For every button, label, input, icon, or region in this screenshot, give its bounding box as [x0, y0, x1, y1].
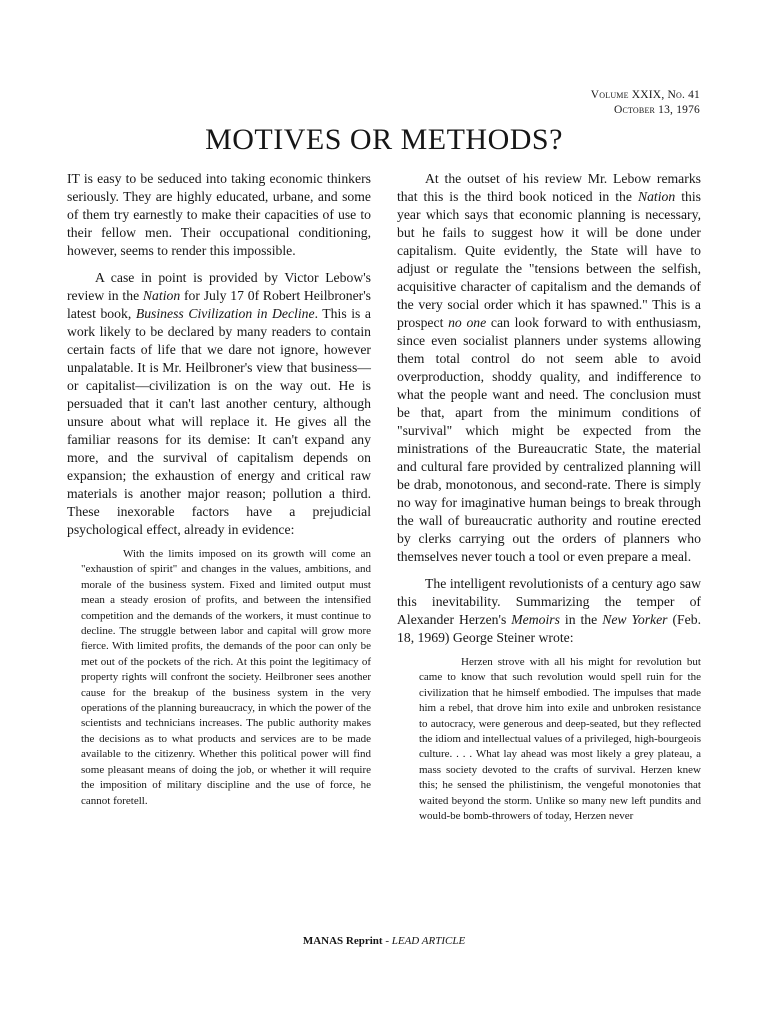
- book-title: Business Civilization in Decline: [135, 306, 315, 321]
- quote-text: Herzen strove with all his might for revolution but came to know that such revolution would spell ruin for the civilization that he himself embodied. The impulses that made him a rebel, that drove him into exile and unbroken resistance to autocracy, were generous and deep-seated, but they reflected the idiom and intellectual values of a privileged, high-bourgeois culture. . . . What lay ahead was most likely a grey plateau, a mass society devoted to the crafts of survival. Herzen knew this; he sensed the philistinism, the vengeful monotonies that waited beyond the storm. Unlike so many new left pundits and would-be bomb-throwers of today, Herzen never: [419, 656, 701, 823]
- text-run: can look forward to with enthusiasm, since even socialist planners under systems allowing them total control do not seem able to avoid overproduction, shoddy quality, and indifference to what the people want and need. The conclusion must be that, apart from the minimum conditions of "survival" which might be expected from the ministrations of the Bureaucratic State, the material and cultural fare provided by centralized planning will be drab, monotonous, and second-rate. There is simply no way for imaginative human beings to break through the wall of bureaucratic authority and routine erected by clerks carrying out the orders of planners who themselves never touch a tool or even prepare a meal.: [397, 315, 702, 564]
- text-run: for July 17 0f Robert Heilbroner's latest book,: [67, 288, 372, 321]
- page-footer: [0, 935, 768, 947]
- issue-date: October 13, 1976: [613, 104, 700, 116]
- footer-separator: -: [382, 935, 392, 947]
- right-column: [397, 170, 701, 824]
- publication-name: Nation: [637, 189, 676, 204]
- footer-brand: MANAS Reprint: [302, 935, 383, 947]
- article-title: MOTIVES OR METHODS?: [205, 123, 563, 156]
- footer-label: LEAD ARTICLE: [391, 935, 466, 947]
- block-quote: [397, 655, 701, 824]
- book-title: Memoirs: [511, 612, 560, 627]
- text-run: in the: [559, 612, 603, 627]
- paragraph-case: [67, 269, 371, 539]
- issue-info: [591, 88, 700, 118]
- text-run: A case in point is provided by Victor Lebow's review in the: [67, 270, 371, 303]
- text-run: this year which says that economic planning is necessary, but he fails to suggest how it will be done under capitalism. Quite evidently, the State will have to adjust or regulate the "tensions between the selfish, acquisitive character of capitalism and the demands of the very social order which it has spawned." This is a prospect: [397, 189, 701, 330]
- publication-name: Nation: [142, 288, 181, 303]
- text-run: . This is a work likely to be declared by many readers to contain certain facts of life that we dare not ignore, however unpalatable. It is Mr. Heilbroner's view that business—or capitalist—civilization is on the way out. He is persuaded that it can't last another century, although unsure about what will replace it. He gives all the familiar reasons for its demise: It can't expand any more, and the survival of capitalism depends on expansion; the exhaustion of energy and critical raw materials is another major reason; pollution a third. These inexorable factors have a prejudicial psychological effect, already in evidence:: [67, 306, 371, 537]
- block-quote: [67, 547, 371, 809]
- paragraph-intro: IT is easy to be seduced into taking economic thinkers seriously. They are highly educated, urbane, and some of them try earnestly to make their capacities of use to their fellow men. Their occupational conditioning, however, seems to render this impossible.: [67, 171, 371, 258]
- paragraph-review: [397, 170, 701, 566]
- text-run: At the outset of his review Mr. Lebow remarks that this is the third book noticed in the: [397, 171, 701, 204]
- publication-name: New Yorker: [602, 612, 668, 627]
- text-run: (Feb. 18, 1969) George Steiner wrote:: [397, 612, 701, 645]
- paragraph-revolutionists: [397, 575, 701, 647]
- text-run: The intelligent revolutionists of a century ago saw this inevitability. Summarizing the temper of Alexander Herzen's: [397, 576, 701, 627]
- volume-number: Volume XXIX, No. 41: [590, 89, 700, 101]
- left-column: [67, 170, 371, 809]
- emphasis: no one: [448, 315, 487, 330]
- quote-text: With the limits imposed on its growth will come an "exhaustion of spirit" and changes in the values, ambitions, and morale of the business system. Fixed and limited output must mean a steady erosion of profits, and between the intensified competition and the demands of the workers, it must continue to decline. The struggle between labor and capital will grow more fierce. With limited profits, the demands of the poor can only be met out of the pockets of the rich. At this point the legitimacy of property rights will confront the society. Heilbroner sees another cause for the breakup of the business system in the very operations of the planning bureaucracy, in which the power of the scientists and technicians increases. The public authority makes the decisions as to what products and services are to be made available to the citizenry. Whether this political power will find some pleasant means of doing the job, or whether it will require the imposition of military discipline and the use of force, he cannot foretell.: [81, 548, 371, 807]
